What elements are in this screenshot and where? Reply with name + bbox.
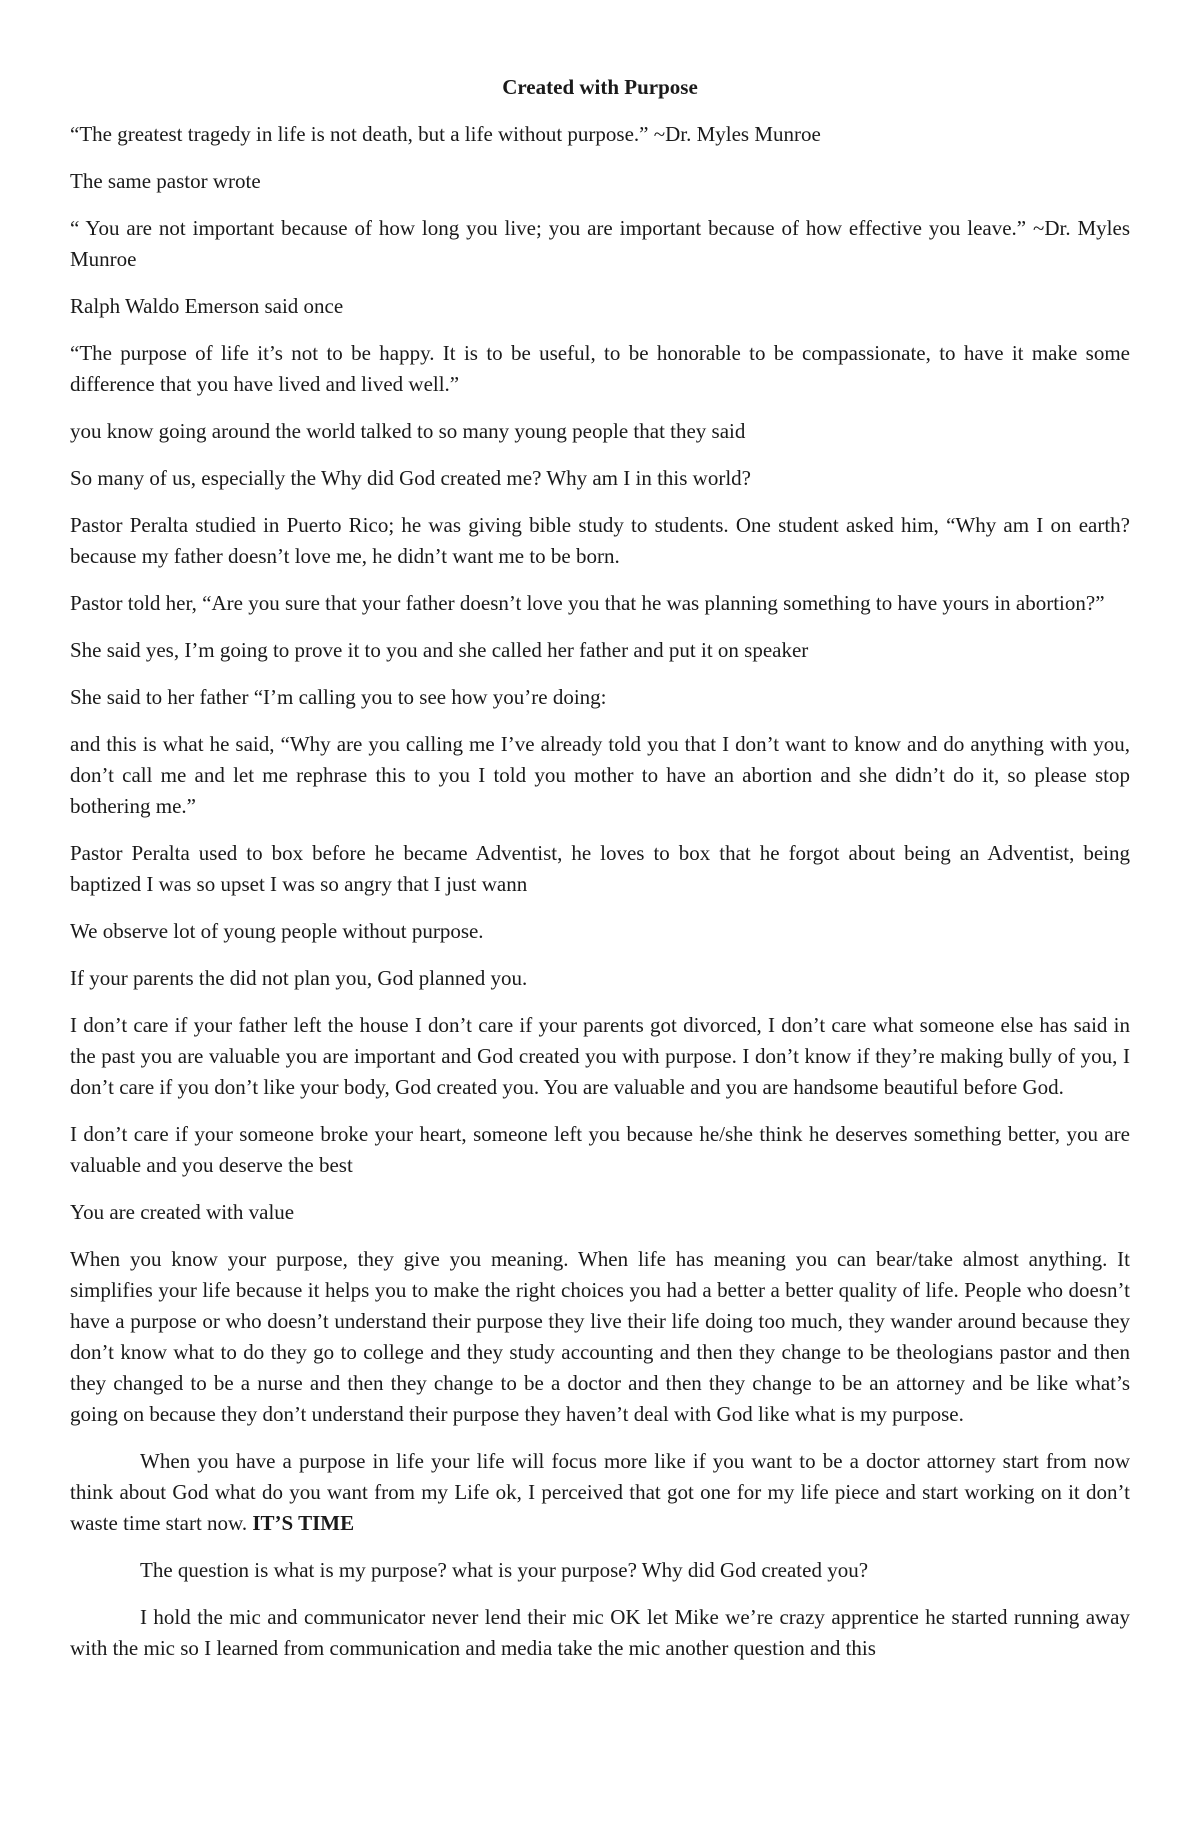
paragraph: [70, 1244, 1130, 1430]
paragraph: [70, 963, 1130, 994]
paragraph: [70, 338, 1130, 400]
paragraph: [70, 588, 1130, 619]
paragraph-text: “ You are not important because of how long you live; you are important because of how effective you leave.” ~Dr. Myles Munroe: [70, 216, 1130, 271]
paragraph-text: When you know your purpose, they give you meaning. When life has meaning you can bear/take almost anything. It simplifies your life because it helps you to make the right choices you had a better a better quality of life. People who doesn’t have a purpose or who doesn’t understand their purpose they live their life doing too much, they wander around because they don’t know what to do they go to college and they study accounting and then they change to be theologians pastor and then they changed to be a nurse and then they change to be a doctor and then they change to be an attorney and be like what’s going on because they don’t understand their purpose they haven’t deal with God like what is my purpose.: [70, 1247, 1130, 1426]
paragraph: [70, 166, 1130, 197]
paragraph-text: You are created with value: [70, 1200, 295, 1224]
paragraph: [70, 510, 1130, 572]
paragraph: [70, 916, 1130, 947]
paragraph-text: you know going around the world talked to so many young people that they said: [70, 419, 746, 443]
paragraph-text: We observe lot of young people without purpose.: [70, 919, 484, 943]
emphasis-text: IT’S TIME: [252, 1511, 355, 1535]
paragraph: [70, 119, 1130, 150]
paragraph-text: Pastor Peralta studied in Puerto Rico; he was giving bible study to students. One student asked him, “Why am I on earth? because my father doesn’t love me, he didn’t want me to be born.: [70, 513, 1130, 568]
paragraph-text: So many of us, especially the Why did God created me? Why am I in this world?: [70, 466, 751, 490]
paragraph: [70, 1602, 1130, 1664]
document-body: [70, 119, 1130, 1664]
paragraph-text: Pastor Peralta used to box before he became Adventist, he loves to box that he forgot about being an Adventist, being baptized I was so upset I was so angry that I just wann: [70, 841, 1130, 896]
paragraph: [70, 1197, 1130, 1228]
paragraph-text: I don’t care if your father left the house I don’t care if your parents got divorced, I don’t care what someone else has said in the past you are valuable you are important and God created you with purpose. I don’t know if they’re making bully of you, I don’t care if you don’t like your body, God created you. You are valuable and you are handsome beautiful before God.: [70, 1013, 1130, 1099]
paragraph-text: Pastor told her, “Are you sure that your father doesn’t love you that he was planning something to have yours in abortion?”: [70, 591, 1105, 615]
paragraph-text: When you have a purpose in life your life will focus more like if you want to be a doctor attorney start from now think about God what do you want from my Life ok, I perceived that got one for my life piece and start working on it don’t waste time start now.: [70, 1449, 1130, 1535]
paragraph: [70, 1010, 1130, 1103]
paragraph: [70, 1119, 1130, 1181]
paragraph: [70, 838, 1130, 900]
paragraph: [70, 416, 1130, 447]
paragraph: [70, 463, 1130, 494]
paragraph-text: “The purpose of life it’s not to be happy. It is to be useful, to be honorable to be compassionate, to have it make some difference that you have lived and lived well.”: [70, 341, 1130, 396]
paragraph: [70, 729, 1130, 822]
paragraph: [70, 682, 1130, 713]
paragraph-text: The same pastor wrote: [70, 169, 261, 193]
paragraph: [70, 635, 1130, 666]
paragraph: [70, 213, 1130, 275]
paragraph-text: I hold the mic and communicator never lend their mic OK let Mike we’re crazy apprentice he started running away with the mic so I learned from communication and media take the mic another question and this: [70, 1605, 1130, 1660]
paragraph-text: She said to her father “I’m calling you to see how you’re doing:: [70, 685, 607, 709]
paragraph: [70, 1555, 1130, 1586]
paragraph: [70, 291, 1130, 322]
paragraph-text: “The greatest tragedy in life is not death, but a life without purpose.” ~Dr. Myles Munroe: [70, 122, 821, 146]
paragraph-text: and this is what he said, “Why are you calling me I’ve already told you that I don’t want to know and do anything with you, don’t call me and let me rephrase this to you I told you mother to have an abortion and she didn’t do it, so please stop bothering me.”: [70, 732, 1130, 818]
paragraph-text: She said yes, I’m going to prove it to you and she called her father and put it on speaker: [70, 638, 809, 662]
paragraph-text: If your parents the did not plan you, God planned you.: [70, 966, 528, 990]
paragraph-text: The question is what is my purpose? what is your purpose? Why did God created you?: [140, 1558, 869, 1582]
paragraph: [70, 1446, 1130, 1539]
paragraph-text: Ralph Waldo Emerson said once: [70, 294, 344, 318]
paragraph-text: I don’t care if your someone broke your heart, someone left you because he/she think he deserves something better, you are valuable and you deserve the best: [70, 1122, 1130, 1177]
document-title: Created with Purpose: [502, 75, 698, 99]
